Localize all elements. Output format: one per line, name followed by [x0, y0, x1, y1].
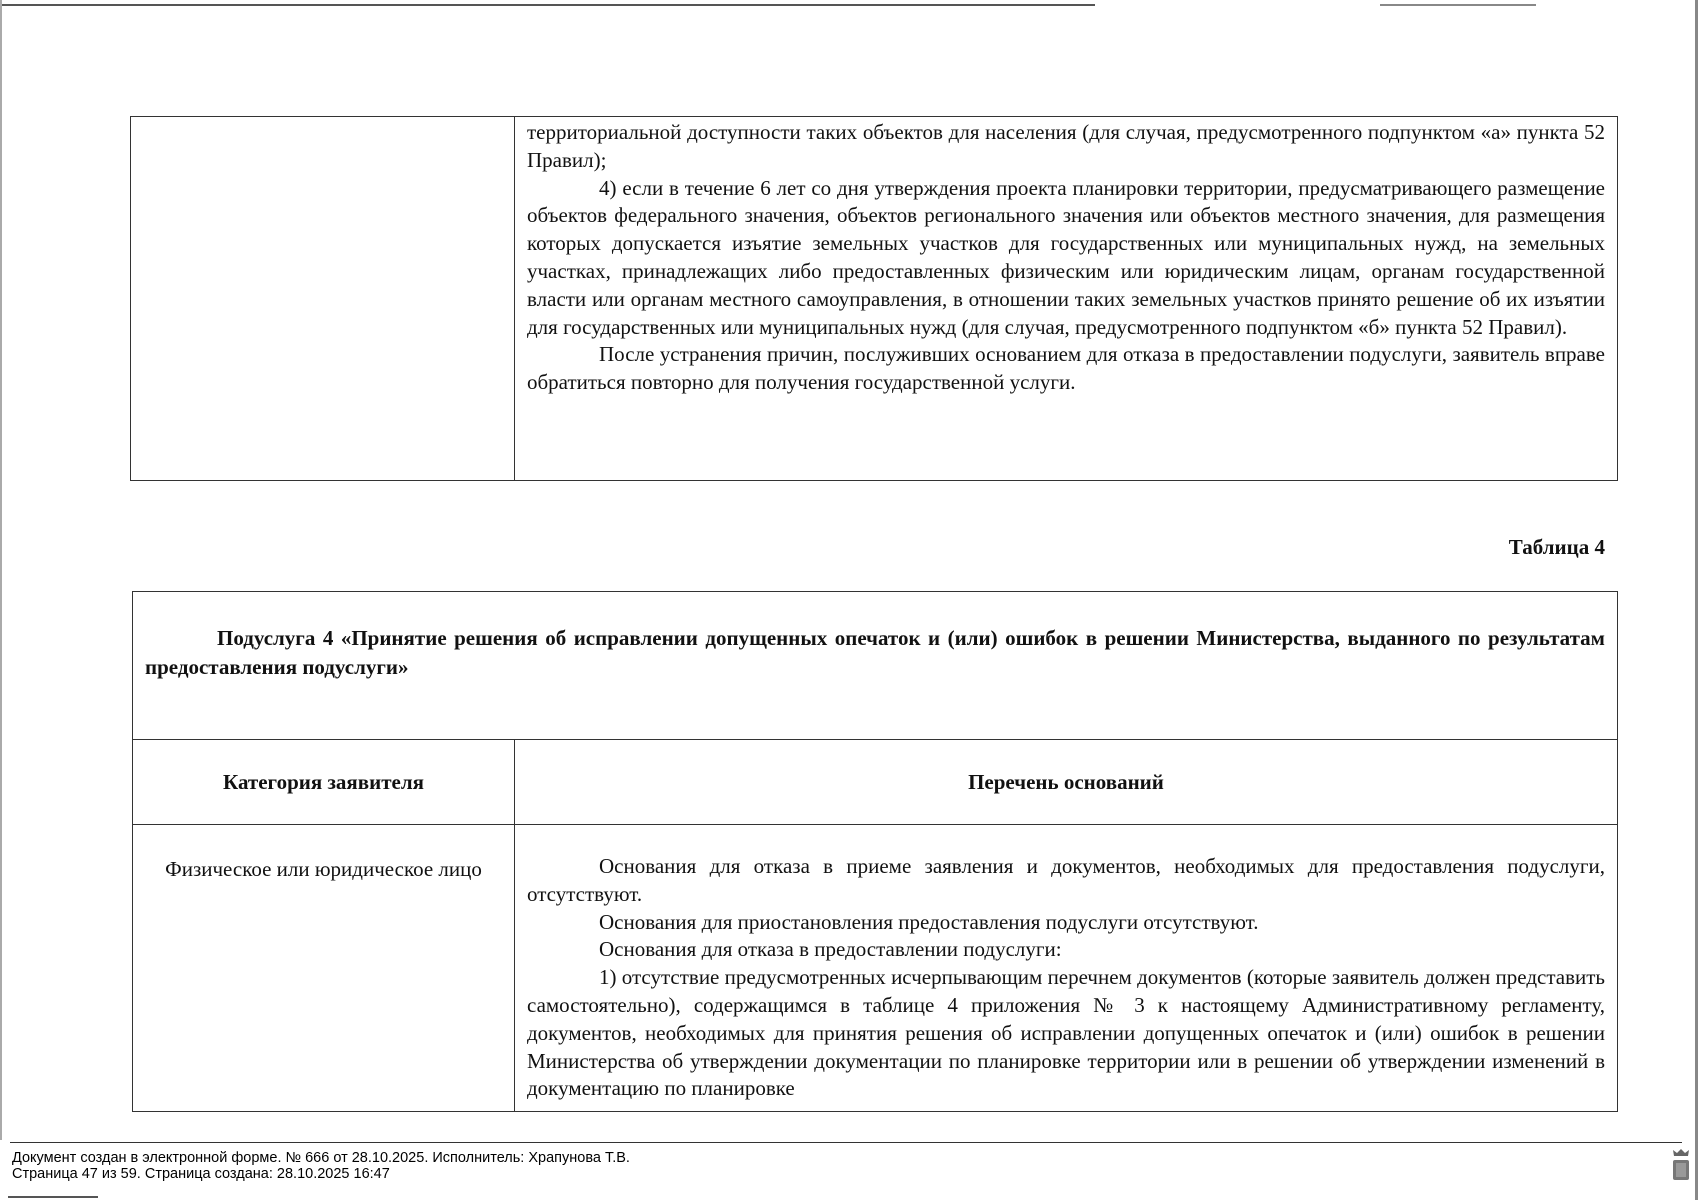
footer-line-1: Документ создан в электронной форме. № 666 от 28.10.2025. Исполнитель: Храпунова Т.В.: [12, 1150, 630, 1166]
scan-edge-left: [0, 0, 2, 1140]
table-4: [132, 591, 1618, 1112]
table-title-cell: [133, 592, 1618, 740]
paragraph: После устранения причин, послуживших основанием для отказа в предоставлении подуслуги, заявитель вправе обратиться повторно для получения государственной услуги.: [527, 342, 1605, 395]
footer-line-2: Страница 47 из 59. Страница создана: 28.10.2025 16:47: [12, 1166, 390, 1182]
scan-edge-top-right: [1380, 4, 1536, 6]
bases-cell: [515, 825, 1618, 1112]
empty-category-cell: [131, 117, 515, 481]
paragraph: Основания для отказа в приеме заявления и документов, необходимых для предоставления подуслуги, отсутствуют.: [527, 854, 1605, 906]
table-title: Подуслуга 4 «Принятие решения об исправлении допущенных опечаток и (или) ошибок в решении Министерства, выданного по результатам предоставления подуслуги»: [145, 626, 1605, 679]
scan-edge-top: [0, 4, 1095, 6]
column-header-bases: Перечень оснований: [515, 740, 1618, 825]
applicant-category: Физическое или юридическое лицо: [133, 825, 515, 1112]
paragraph: 1) отсутствие предусмотренных исчерпывающим перечнем документов (которые заявитель должен представить самостоятельно), содержащимся в таблице 4 приложения № 3 к настоящему Административному регламенту, документов, необходимых для принятия решения об исправлении допущенных опечаток и (или) ошибок в решении Министерства об утверждении документации по планировке территории или в решении об утверждении изменений в документацию по планировке: [527, 965, 1605, 1101]
scan-edge-bottom: [8, 1196, 98, 1198]
bases-cell: [515, 117, 1618, 481]
footer-divider: [10, 1142, 1682, 1143]
paragraph: Основания для приостановления предоставления подуслуги отсутствуют.: [599, 909, 1259, 934]
coat-of-arms-icon: [1670, 1148, 1692, 1182]
table-3-continuation: [130, 116, 1618, 481]
table-label: Таблица 4: [1508, 535, 1605, 559]
footer: [12, 1150, 630, 1182]
paragraph: Основания для отказа в предоставлении подуслуги:: [599, 937, 1062, 962]
paragraph: территориальной доступности таких объектов для населения (для случая, предусмотренного подпунктом «а» пункта 52 Правил);: [527, 120, 1605, 172]
paragraph: 4) если в течение 6 лет со дня утверждения проекта планировки территории, предусматривающего размещение объектов федерального значения, объектов регионального значения или объектов местного значения, для размещения которых допускается изъятие земельных участков для государственных или муниципальных нужд, на земельных участках, принадлежащих либо предоставленных физическим или юридическим лицам, органам государственной власти или органам местного самоуправления, в отношении таких земельных участков принято решение об их изъятии для государственных или муниципальных нужд (для случая, предусмотренного подпунктом «б» пункта 52 Правил).: [527, 175, 1605, 339]
column-header-category: Категория заявителя: [133, 740, 515, 825]
